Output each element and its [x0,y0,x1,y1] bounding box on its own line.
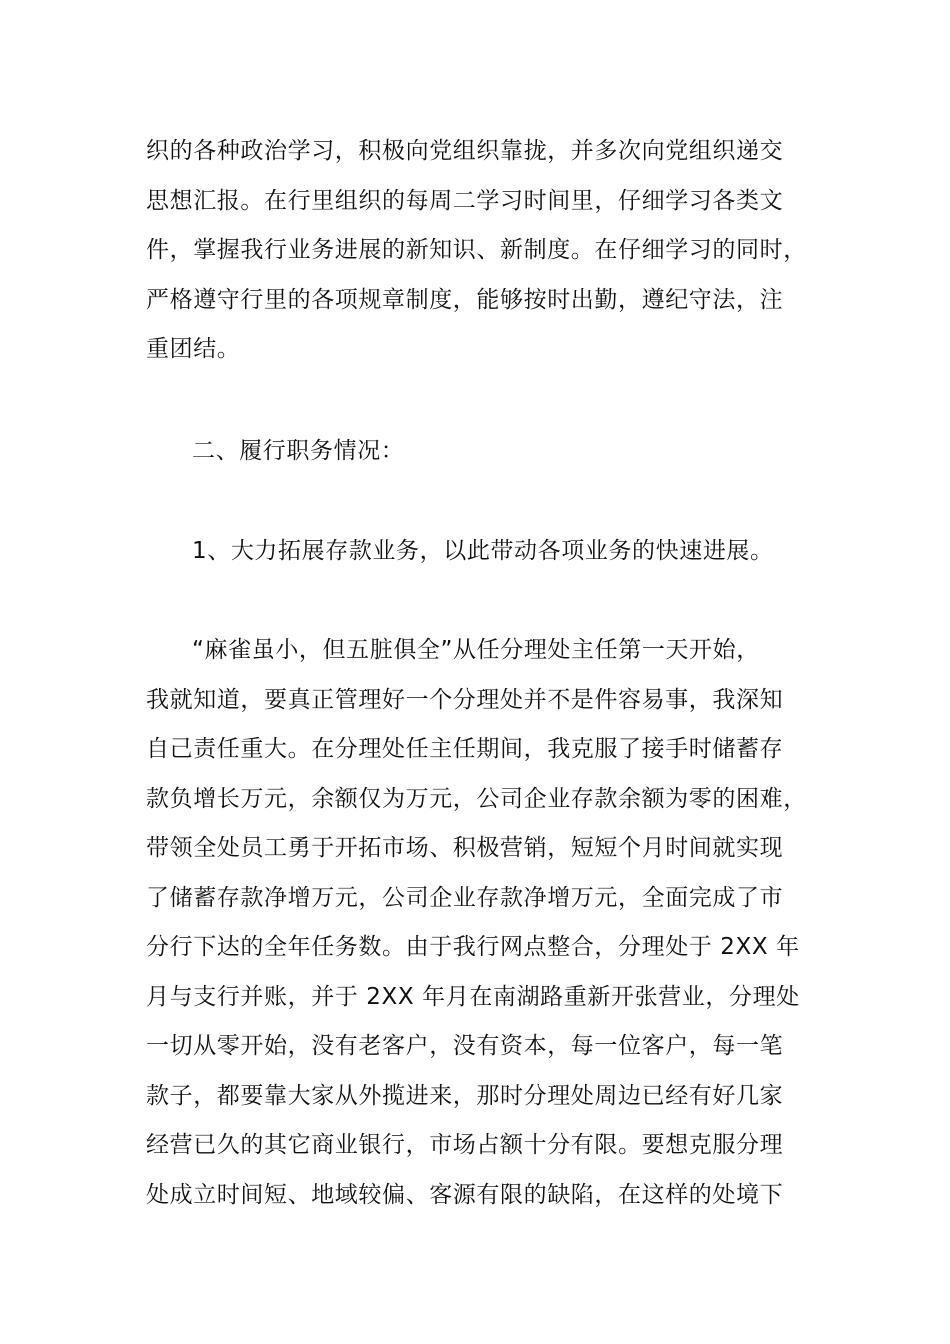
text-line: 严格遵守行里的各项规章制度，能够按时出勤，遵纪守法，注 [146,286,784,313]
section-heading [146,427,836,477]
text-line: 一切从零开始，没有老客户，没有资本，每一位客户，每一笔 [146,1033,784,1059]
paragraph-deposit-business [146,626,836,1220]
text-line: “麻雀虽小，但五脏俱全”从任分理处主任第一天开始， [192,637,760,663]
text-line: 自己责任重大。在分理处任主任期间，我克服了接手时储蓄存 [146,736,784,762]
text-line: 经营已久的其它商业银行，市场占额十分有限。要想克服分理 [146,1132,784,1158]
subsection-heading [146,527,836,577]
text-line: 织的各种政治学习，积极向党组织靠拢，并多次向党组织递交 [146,138,784,164]
subsection-heading-text: 1、大力拓展存款业务，以此带动各项业务的快速进展。 [192,538,774,564]
text-line: 我就知道，要真正管理好一个分理处并不是件容易事，我深知 [146,686,784,713]
text-line: 处成立时间短、地域较偏、客源有限的缺陷，在这样的处境下 [146,1181,784,1208]
section-heading-text: 二、履行职务情况： [192,438,405,464]
paragraph-political-study [146,127,836,375]
text-line: 重团结。 [146,336,241,362]
text-line: 款负增长万元，余额仅为万元，公司企业存款余额为零的困难， [146,785,807,812]
text-line: 月与支行并账，并于 2XX 年月在南湖路重新开张营业，分理处 [146,983,800,1010]
text-line: 款子，都要靠大家从外揽进来，那时分理处周边已经有好几家 [146,1082,784,1109]
text-line: 件，掌握我行业务进展的新知识、新制度。在仔细学习的同时， [146,237,807,263]
text-line: 思想汇报。在行里组织的每周二学习时间里，仔细学习各类文 [146,187,784,214]
text-line: 分行下达的全年任务数。由于我行网点整合，分理处于 2XX 年 [146,934,800,960]
text-line: 了储蓄存款净增万元，公司企业存款净增万元，全面完成了市 [146,884,784,911]
text-line: 带领全处员工勇于开拓市场、积极营销，短短个月时间就实现 [146,835,784,861]
